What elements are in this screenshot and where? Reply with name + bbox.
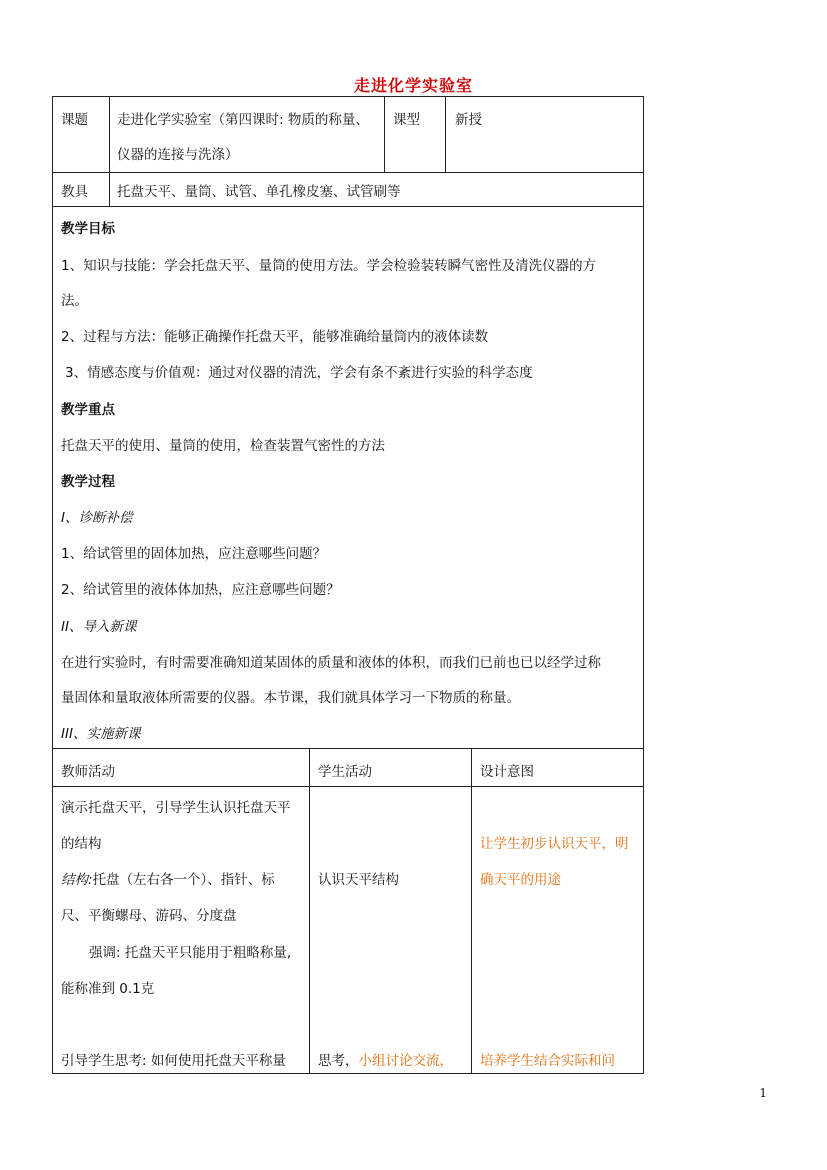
page-number: 1 bbox=[759, 1086, 767, 1100]
objective-2: 2、过程与方法：能够正确操作托盘天平，能够准确给量筒内的液体读数 bbox=[61, 329, 489, 345]
teacher-row1-line-4: 尺、平衡螺母、游码、分度盘 bbox=[61, 908, 237, 924]
structure-text: 托盘（左右各一个）、指针、标 bbox=[92, 872, 275, 888]
activity-header-divider bbox=[52, 786, 644, 787]
key-points-text: 托盘天平的使用、量筒的使用，检查装置气密性的方法 bbox=[61, 438, 385, 454]
topic-label: 课题 bbox=[61, 112, 88, 128]
activity-table-top bbox=[52, 748, 644, 749]
header-col-divider-1 bbox=[109, 96, 110, 207]
section-new-lesson: III、实施新课 bbox=[61, 726, 141, 742]
teacher-row1-line-1: 演示托盘天平，引导学生认识托盘天平 bbox=[61, 800, 291, 816]
structure-label: 结构: bbox=[61, 872, 93, 888]
topic-line-2: 仪器的连接与洗涤） bbox=[117, 147, 239, 163]
header-col-divider-3 bbox=[445, 96, 446, 172]
question-1: 1、给试管里的固体加热，应注意哪些问题？ bbox=[61, 546, 327, 562]
tools-label: 教具 bbox=[61, 184, 88, 200]
student-row2 bbox=[318, 1051, 453, 1071]
teacher-row1-line-6: 能称准到 0.1克 bbox=[61, 981, 155, 997]
teacher-row1-line-2: 的结构 bbox=[61, 836, 102, 852]
tools-value: 托盘天平、量筒、试管、单孔橡皮塞、试管刷等 bbox=[117, 184, 401, 200]
teacher-row1-line-5: 强调: 托盘天平只能用于粗略称量, bbox=[89, 945, 292, 961]
intent-row1-line-2: 确天平的用途 bbox=[480, 872, 561, 888]
topic-line-1: 走进化学实验室（第四课时: 物质的称量、 bbox=[117, 112, 369, 128]
type-label: 课型 bbox=[393, 112, 420, 128]
student-row1: 认识天平结构 bbox=[318, 872, 399, 888]
teacher-row2: 引导学生思考: 如何使用托盘天平称量 bbox=[61, 1053, 286, 1069]
section-diagnosis: I、诊断补偿 bbox=[61, 510, 133, 526]
section-intro: II、导入新课 bbox=[61, 619, 137, 635]
key-points-heading: 教学重点 bbox=[61, 402, 115, 418]
col-header-intent: 设计意图 bbox=[480, 764, 534, 780]
intro-line-1: 在进行实验时，有时需要准确知道某固体的质量和液体的体积，而我们已前也已以经学过称 bbox=[61, 655, 601, 671]
intent-row2: 培养学生结合实际和问 bbox=[480, 1053, 615, 1069]
teacher-row1-line-3 bbox=[61, 870, 275, 890]
objective-1-line-1: 1、知识与技能：学会托盘天平、量筒的使用方法。学会检验装转瞬气密性及清洗仪器的方 bbox=[61, 258, 597, 274]
question-2: 2、给试管里的液体体加热，应注意哪些问题？ bbox=[61, 582, 340, 598]
type-value: 新授 bbox=[455, 112, 482, 128]
activity-col-divider-2 bbox=[471, 748, 472, 1074]
student-row2-discuss: 小组讨论交流， bbox=[358, 1053, 453, 1069]
header-row-divider bbox=[52, 172, 644, 173]
col-header-teacher: 教师活动 bbox=[61, 764, 115, 780]
objectives-heading: 教学目标 bbox=[61, 221, 115, 237]
student-row2-think: 思考， bbox=[318, 1053, 359, 1069]
header-col-divider-2 bbox=[384, 96, 385, 172]
activity-col-divider-1 bbox=[309, 748, 310, 1074]
document-title: 走进化学实验室 bbox=[353, 76, 473, 95]
intro-line-2: 量固体和量取液体所需要的仪器。本节课，我们就具体学习一下物质的称量。 bbox=[61, 690, 520, 706]
objective-1-line-2: 法。 bbox=[61, 293, 88, 309]
col-header-student: 学生活动 bbox=[318, 764, 372, 780]
objective-3: 3、情感态度与价值观：通过对仪器的清洗，学会有条不紊进行实验的科学态度 bbox=[65, 365, 533, 381]
process-heading: 教学过程 bbox=[61, 474, 115, 490]
intent-row1-line-1: 让学生初步认识天平，明 bbox=[480, 836, 629, 852]
